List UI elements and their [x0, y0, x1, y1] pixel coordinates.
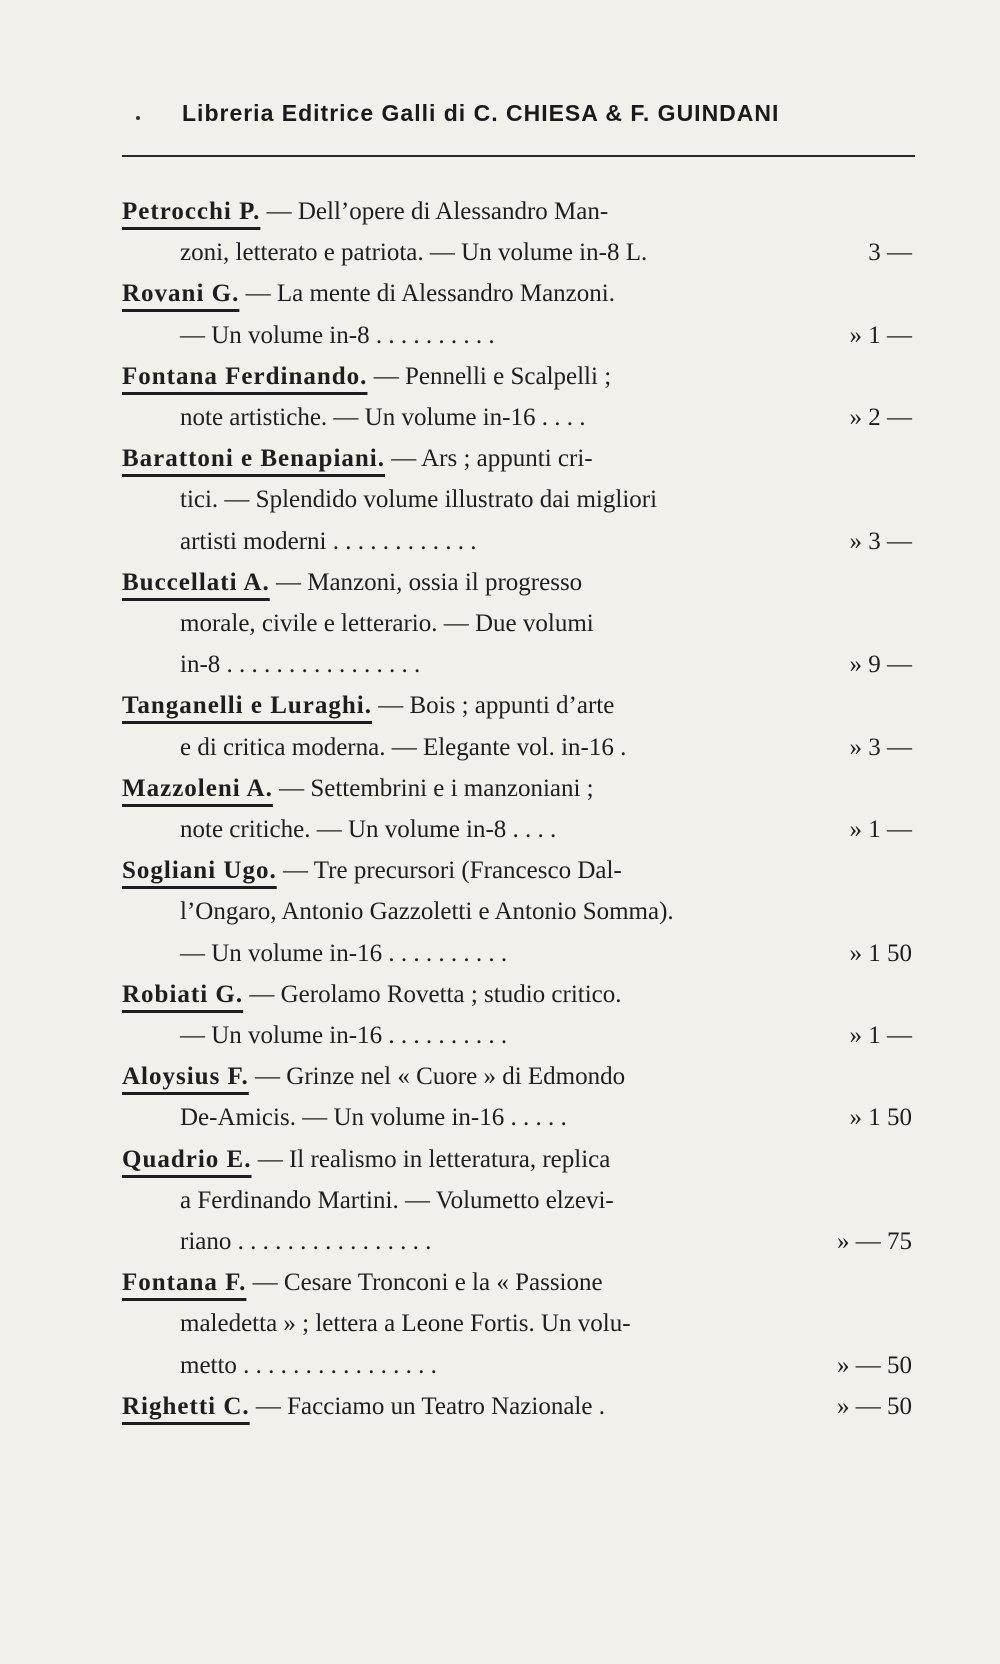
- header-rule: [122, 155, 915, 157]
- entry-first-line: [122, 1140, 610, 1180]
- entry-first-line: [122, 192, 608, 232]
- entry-line: [0, 522, 1000, 562]
- entry-text: in-8 . . . . . . . . . . . . . . . .: [180, 651, 421, 679]
- entry-line: [0, 192, 1000, 232]
- entry-text: — Un volume in-16 . . . . . . . . . .: [180, 1022, 508, 1049]
- entry-continuation: [180, 480, 657, 520]
- entry-continuation: [180, 522, 477, 562]
- entry-text: — Un volume in-16 . . . . . . . . . .: [180, 939, 508, 967]
- entry-price: » 1 —: [849, 816, 912, 843]
- entry-continuation: [180, 604, 594, 644]
- entry-line: [0, 480, 1000, 520]
- entry-continuation: [180, 645, 420, 685]
- entry-price: » 9 —: [849, 651, 912, 679]
- entry-first-line: [122, 1387, 605, 1427]
- entry-line: [0, 1140, 1000, 1180]
- entry-price: » 1 —: [849, 321, 912, 349]
- entry-author: Robiati G.: [122, 980, 244, 1008]
- entry-continuation: [180, 810, 556, 850]
- entry-first-line: [122, 1057, 625, 1097]
- entry-text: e di critica moderna. — Elegante vol. in-16 .: [180, 733, 627, 761]
- entry-text: — Settembrini e i manzoniani ;: [272, 774, 594, 802]
- entry-line: [0, 975, 1000, 1015]
- entry-text: — Gerolamo Rovetta ; studio critico.: [243, 980, 622, 1008]
- entry-line: [0, 1222, 1000, 1262]
- entry-continuation: [180, 1304, 631, 1344]
- entry-first-line: [122, 274, 615, 314]
- entry-line: [0, 645, 1000, 685]
- entry-text: — Il realismo in letteratura, replica: [251, 1145, 611, 1173]
- entry-text: — Bois ; appunti d’arte: [372, 692, 615, 720]
- entry-line: [0, 316, 1000, 356]
- entry-first-line: [122, 851, 622, 891]
- entry-line: [0, 1304, 1000, 1344]
- entry-line: [0, 686, 1000, 726]
- entry-author: Tanganelli e Luraghi.: [122, 692, 372, 720]
- entry-first-line: [122, 563, 582, 603]
- entry-price: » — 50: [837, 1392, 912, 1420]
- entry-continuation: [180, 1346, 437, 1386]
- entry-text: — Manzoni, ossia il progresso: [269, 568, 583, 596]
- entry-continuation: [180, 1016, 507, 1056]
- entry-author: Quadrio E.: [122, 1145, 252, 1173]
- entry-text: riano . . . . . . . . . . . . . . . .: [180, 1228, 432, 1255]
- entry-continuation: [180, 316, 495, 356]
- entry-text: — Facciamo un Teatro Nazionale .: [249, 1392, 605, 1420]
- entry-line: [0, 1181, 1000, 1221]
- entry-text: — Ars ; appunti cri-: [385, 445, 593, 473]
- entry-author: Righetti C.: [122, 1392, 250, 1420]
- entry-price: » 1 50: [849, 1104, 912, 1132]
- entry-text: — Grinze nel « Cuore » di Edmondo: [248, 1063, 626, 1091]
- entry-text: morale, civile e letterario. — Due volumi: [180, 610, 594, 637]
- entry-text: — Cesare Tronconi e la « Passione: [246, 1269, 603, 1297]
- entry-line: [0, 1387, 1000, 1427]
- entry-author: Buccellati A.: [122, 568, 270, 596]
- entry-line: [0, 1057, 1000, 1097]
- entry-line: [0, 851, 1000, 891]
- entry-text: l’Ongaro, Antonio Gazzoletti e Antonio Somma).: [180, 898, 674, 926]
- entry-continuation: [180, 934, 507, 974]
- entry-line: [0, 728, 1000, 768]
- entry-text: — Dell’opere di Alessandro Man-: [260, 198, 609, 225]
- entry-line: [0, 1016, 1000, 1056]
- page-header: Libreria Editrice Galli di C. CHIESA & F. GUINDANI: [182, 100, 780, 126]
- entry-text: artisti moderni . . . . . . . . . . . .: [180, 527, 477, 555]
- entry-line: [0, 934, 1000, 974]
- entry-line: [0, 398, 1000, 438]
- entry-author: Mazzoleni A.: [122, 774, 273, 802]
- entry-price: » 1 —: [849, 1022, 912, 1049]
- entry-price: » 2 —: [849, 404, 912, 431]
- entry-first-line: [122, 686, 614, 726]
- entry-author: Rovani G.: [122, 280, 240, 308]
- entry-line: [0, 604, 1000, 644]
- entry-text: note artistiche. — Un volume in-16 . . . .: [180, 404, 586, 431]
- entry-price: 3 —: [868, 239, 912, 267]
- entry-line: [0, 274, 1000, 314]
- entry-line: [0, 357, 1000, 397]
- entry-text: De-Amicis. — Un volume in-16 . . . . .: [180, 1104, 567, 1132]
- entry-text: — Un volume in-8 . . . . . . . . . .: [180, 321, 495, 349]
- entry-author: Aloysius F.: [122, 1063, 249, 1091]
- entry-continuation: [180, 233, 647, 273]
- entry-text: — La mente di Alessandro Manzoni.: [239, 280, 615, 308]
- entry-price: » — 50: [837, 1351, 912, 1379]
- entry-line: [0, 1098, 1000, 1138]
- entry-author: Barattoni e Benapiani.: [122, 445, 385, 473]
- entry-continuation: [180, 1181, 614, 1221]
- entry-text: note critiche. — Un volume in-8 . . . .: [180, 816, 557, 843]
- entry-line: [0, 1263, 1000, 1303]
- entry-line: [0, 563, 1000, 603]
- entry-text: zoni, letterato e patriota. — Un volume in-8 L.: [180, 239, 648, 267]
- entry-price: » 1 50: [849, 939, 912, 967]
- entry-author: Sogliani Ugo.: [122, 857, 277, 885]
- entry-continuation: [180, 892, 674, 932]
- entry-line: [0, 439, 1000, 479]
- entry-author: Petrocchi P.: [122, 198, 261, 225]
- entry-text: maledetta » ; lettera a Leone Fortis. Un volu-: [180, 1310, 631, 1338]
- entry-line: [0, 810, 1000, 850]
- entry-text: — Pennelli e Scalpelli ;: [367, 362, 612, 390]
- entry-line: [0, 769, 1000, 809]
- entry-author: Fontana F.: [122, 1269, 247, 1297]
- entry-line: [0, 233, 1000, 273]
- entry-continuation: [180, 1222, 431, 1262]
- entry-price: » — 75: [837, 1228, 912, 1255]
- entry-first-line: [122, 769, 594, 809]
- entry-first-line: [122, 1263, 603, 1303]
- entry-author: Fontana Ferdinando.: [122, 362, 368, 390]
- entry-continuation: [180, 728, 626, 768]
- entry-first-line: [122, 975, 622, 1015]
- entry-first-line: [122, 357, 611, 397]
- entry-text: metto . . . . . . . . . . . . . . . .: [180, 1351, 437, 1379]
- entry-first-line: [122, 439, 593, 479]
- entry-text: tici. — Splendido volume illustrato dai migliori: [180, 486, 658, 514]
- header-dot: [136, 116, 140, 120]
- entry-text: a Ferdinando Martini. — Volumetto elzevi-: [180, 1186, 614, 1214]
- entry-line: [0, 1346, 1000, 1386]
- entry-price: » 3 —: [849, 527, 912, 555]
- entry-price: » 3 —: [849, 733, 912, 761]
- entry-text: — Tre precursori (Francesco Dal-: [276, 857, 622, 885]
- entry-line: [0, 892, 1000, 932]
- entry-continuation: [180, 1098, 567, 1138]
- entry-continuation: [180, 398, 585, 438]
